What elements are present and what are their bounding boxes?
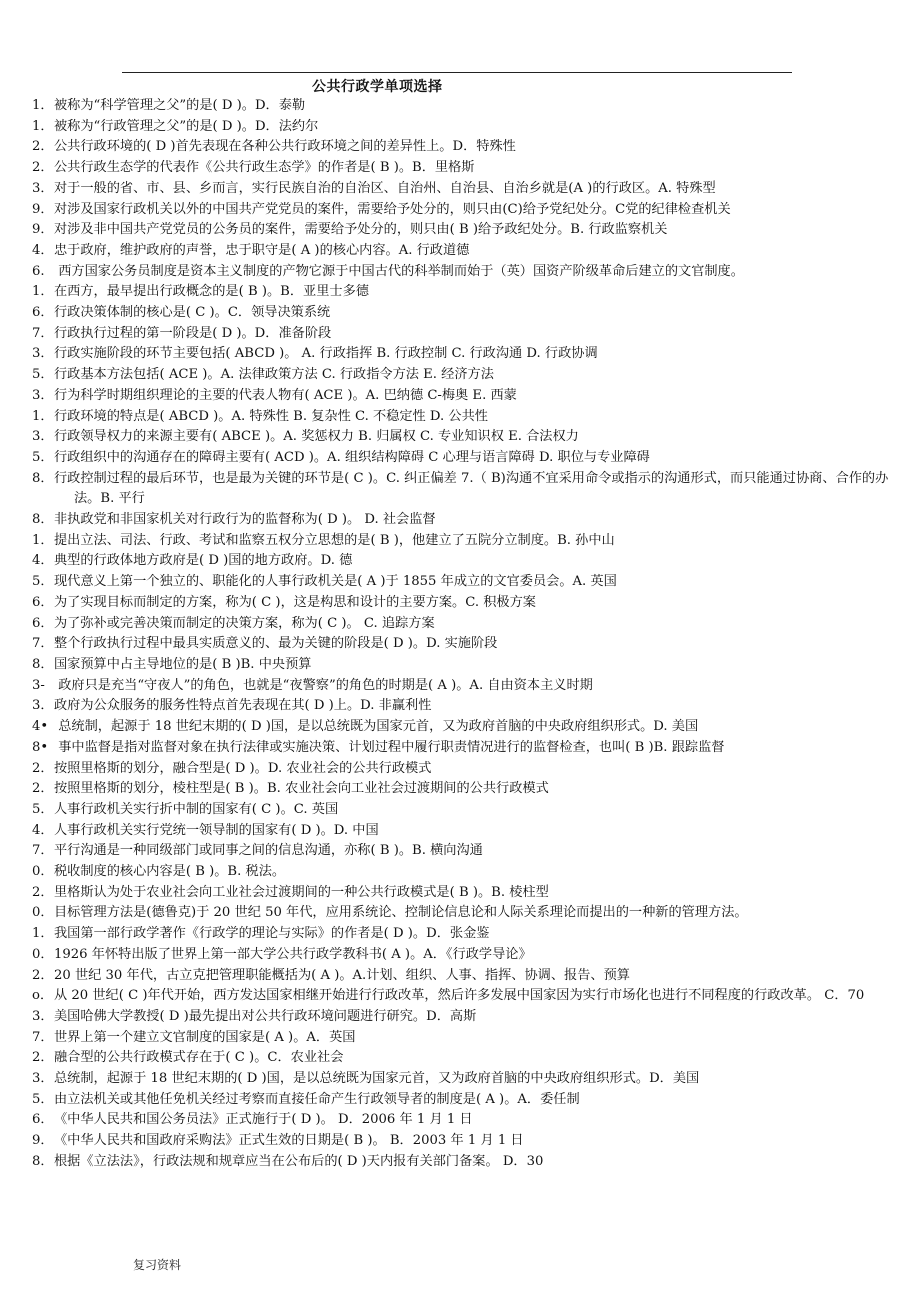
question-item [32,738,892,759]
question-text: 政府为公众服务的服务性特点首先表现在其( D )上。D. 非赢利性 [54,698,432,714]
question-text: 为了实现目标而制定的方案，称为( C )，这是构思和设计的主要方案。C. 积极方案 [54,594,536,610]
question-item [32,862,892,883]
question-number: 2． [32,160,54,176]
question-item [32,572,892,593]
question-number: 8• [32,739,49,755]
question-number: 8． [32,470,54,486]
question-number: 9． [32,1133,54,1149]
question-text: 公共行政生态学的代表作《公共行政生态学》的作者是( B )。B．里格斯 [54,160,475,176]
question-text: 美国哈佛大学教授( D )最先提出对公共行政环境问题进行研究。D．高斯 [54,1008,477,1024]
question-item [32,510,892,531]
question-number: o． [32,988,54,1004]
question-number: 0． [32,864,54,880]
question-number: 1． [32,118,54,134]
question-text: 平行沟通是一种同级部门或同事之间的信息沟通，亦称( B )。B. 横向沟通 [54,843,483,859]
question-number: 5． [32,1091,54,1107]
question-item [32,924,892,945]
question-item [32,324,892,345]
question-number: 4• [32,719,49,735]
question-item [32,117,892,138]
question-text: 对于一般的省、市、县、乡而言，实行民族自治的自治区、自治州、自治县、自治乡就是(A )的行政区。A. 特殊型 [54,180,716,196]
question-number: 2． [32,1050,54,1066]
question-text: 里格斯认为处于农业社会向工业社会过渡期间的一种公共行政模式是( B )。B. 棱柱型 [54,884,549,900]
question-number: 1． [32,532,54,548]
question-item [32,262,892,283]
question-number: 8． [32,656,54,672]
question-number: 9． [32,201,54,217]
question-item [32,158,892,179]
question-number: 3． [32,387,54,403]
top-rule [122,72,792,73]
question-item [32,220,892,241]
page-title: 公共行政学单项选择 [312,79,443,95]
question-text: 整个行政执行过程中最具实质意义的、最为关键的阶段是( D )。D. 实施阶段 [54,636,498,652]
question-number: 4． [32,822,54,838]
question-item [32,427,892,448]
question-text: 根据《立法法》，行政法规和规章应当在公布后的( D )天内报有关部门备案。 D．30 [54,1153,544,1169]
question-text: 行政领导权力的来源主要有( ABCE )。A. 奖惩权力 B. 归属权 C. 专业知识权 E. 合法权力 [54,429,579,445]
question-number: 6． [32,1112,54,1128]
question-item [32,1048,892,1069]
question-item [32,800,892,821]
question-number: 5． [32,367,54,383]
question-text: 由立法机关或其他任免机关经过考察而直接任命产生行政领导者的制度是( A )。A．委任制 [54,1091,580,1107]
question-number: 0． [32,946,54,962]
question-item [32,655,892,676]
question-number: 1． [32,284,54,300]
question-list [32,96,892,1173]
question-text: 按照里格斯的划分，融合型是( D )。D. 农业社会的公共行政模式 [54,760,432,776]
question-number: 1． [32,926,54,942]
question-text: 非执政党和非国家机关对行政行为的监督称为( D )。 D. 社会监督 [54,512,436,528]
question-text: 现代意义上第一个独立的、职能化的人事行政机关是( A )于 1855 年成立的文官委员会。A. 英国 [54,574,617,590]
question-number: 1． [32,98,54,113]
question-item [32,365,892,386]
question-number: 2． [32,781,54,797]
question-text: 行政决策体制的核心是( C )。C．领导决策系统 [54,305,331,321]
question-text: 《中华人民共和国政府采购法》正式生效的日期是( B )。 B．2003 年 1 月 1 日 [54,1133,524,1149]
question-text: 税收制度的核心内容是( B )。B. 税法。 [54,864,286,880]
question-number: 2． [32,760,54,776]
question-text: 按照里格斯的划分，棱柱型是( B )。B. 农业社会向工业社会过渡期间的公共行政模式 [54,781,549,797]
question-text: 行政实施阶段的环节主要包括( ABCD )。 A. 行政指挥 B. 行政控制 C. 行政沟通 D. 行政协调 [54,346,598,362]
question-text: 融合型的公共行政模式存在于( C )。C．农业社会 [54,1050,344,1066]
question-item [32,179,892,200]
question-number: 1． [32,408,54,424]
question-item [32,282,892,303]
question-text: 总统制，起源于 18 世纪末期的( D )国，是以总统既为国家元首，又为政府首脑的中央政府组织形式。D. 美国 [54,719,699,735]
question-text: 对涉及非中国共产党党员的公务员的案件，需要给予处分的，则只由( B )给予政纪处分。B. 行政监察机关 [54,222,668,238]
question-item [32,1007,892,1028]
question-item [32,448,892,469]
question-item [32,1090,892,1111]
question-item [32,551,892,572]
question-number: 3． [32,180,54,196]
question-number: 7． [32,843,54,859]
question-text: 提出立法、司法、行政、考试和监察五权分立思想的是( B )，他建立了五院分立制度。B. 孙中山 [54,532,615,548]
question-text: 行政组织中的沟通存在的障碍主要有( ACD )。A. 组织结构障碍 C 心理与语言障碍 D. 职位与专业障碍 [54,449,650,465]
question-text: 人事行政机关实行折中制的国家有( C )。C. 英国 [54,801,339,817]
question-text: 世界上第一个建立文官制度的国家是( A )。A．英国 [54,1029,356,1045]
question-item [32,717,892,738]
question-text: 行政基本方法包括( ACE )。A. 法律政策方法 C. 行政指令方法 E. 经济方法 [54,367,494,383]
question-number: 6． [32,594,54,610]
question-text: 从 20 世纪( C )年代开始，西方发达国家相继开始进行行政改革，然后许多发展中国家因为实行市场化也进行不同程度的行政改革。 C．70 [54,988,865,1004]
question-number: 6． [32,305,54,321]
question-number: 3． [32,1071,54,1087]
question-number: 4． [32,242,54,258]
question-item [32,303,892,324]
question-item [32,759,892,780]
question-text: 典型的行政体地方政府是( D )国的地方政府。D. 德 [54,553,353,569]
question-number: 5． [32,574,54,590]
question-item [32,1110,892,1131]
question-number: 3- [32,677,45,693]
question-number: 3． [32,698,54,714]
question-text: 西方国家公务员制度是资本主义制度的产物它源于中国古代的科举制而始于（英）国资产阶级革命后建立的文官制度。 [54,263,744,279]
question-text: 1926 年怀特出版了世界上第一部大学公共行政学教科书( A )。A．《行政学导论》 [54,946,532,962]
question-text: 被称为“科学管理之父”的是( D )。D．泰勒 [54,98,306,113]
question-number: 8． [32,1153,54,1169]
question-number: 5． [32,449,54,465]
question-number: 3． [32,346,54,362]
question-item [32,1028,892,1049]
question-item [32,1131,892,1152]
question-number: 7． [32,325,54,341]
question-text: 公共行政环境的( D )首先表现在各种公共行政环境之间的差异性上。D．特殊性 [54,139,516,155]
question-text: 目标管理方法是(德鲁克)于 20 世纪 50 年代，应用系统论、控制论信息论和人际关系理论而提出的一种新的管理方法。 [54,905,748,921]
question-number: 6． [32,615,54,631]
question-number: 3． [32,429,54,445]
question-text: 行为科学时期组织理论的主要的代表人物有( ACE )。A. 巴纳德 C-梅奥 E. 西蒙 [54,387,517,403]
question-number: 7． [32,1029,54,1045]
question-text: 为了弥补或完善决策而制定的决策方案，称为( C )。 C. 追踪方案 [54,615,435,631]
question-text: 我国第一部行政学著作《行政学的理论与实际》的作者是( D )。D．张金鉴 [54,926,490,942]
question-text: 人事行政机关实行党统一领导制的国家有( D )。D. 中国 [54,822,379,838]
question-number: 2． [32,884,54,900]
question-item [32,821,892,842]
question-item [32,966,892,987]
question-item [32,883,892,904]
question-text: 20 世纪 30 年代，古立克把管理职能概括为( A )。A.计划、组织、人事、指挥、协调、报告、预算 [54,967,630,983]
question-text: 《中华人民共和国公务员法》正式施行于( D )。 D．2006 年 1 月 1 日 [54,1112,473,1128]
question-item [32,903,892,924]
question-number: 5． [32,801,54,817]
question-text: 国家预算中占主导地位的是( B )B. 中央预算 [54,656,312,672]
question-number: 0． [32,905,54,921]
question-item [32,407,892,428]
question-item [32,137,892,158]
question-item [32,593,892,614]
question-item [32,241,892,262]
question-text: 行政环境的特点是( ABCD )。A. 特殊性 B. 复杂性 C. 不稳定性 D. 公共性 [54,408,488,424]
question-item [32,469,892,510]
question-text: 事中监督是指对监督对象在执行法律或实施决策、计划过程中履行职责情况进行的监督检查，也叫( B )B. 跟踪监督 [54,739,725,755]
question-text: 在西方，最早提出行政概念的是( B )。B．亚里士多德 [54,284,369,300]
question-item [32,945,892,966]
question-item [32,614,892,635]
question-item [32,634,892,655]
question-number: 6. [32,263,45,279]
question-item [32,841,892,862]
question-item [32,200,892,221]
question-number: 3． [32,1008,54,1024]
question-number: 9． [32,222,54,238]
question-item [32,1069,892,1090]
question-number: 8． [32,512,54,528]
question-text: 行政控制过程的最后环节，也是最为关键的环节是( C )。C. 纠正偏差 7.（ B)沟通不宜采用命令或指示的沟通形式，而只能通过协商、合作的办法。B. 平行 [54,470,889,507]
question-item [32,676,892,697]
question-item [32,386,892,407]
question-item [32,779,892,800]
question-item [32,531,892,552]
page-footer: 复习资料 [133,1258,182,1272]
question-item [32,1152,892,1173]
question-number: 4． [32,553,54,569]
question-number: 2． [32,139,54,155]
question-item [32,96,892,117]
question-item [32,344,892,365]
question-text: 政府只是充当“守夜人”的角色，也就是“夜警察”的角色的时期是( A )。A. 自由资本主义时期 [54,677,593,693]
question-item [32,696,892,717]
question-text: 行政执行过程的第一阶段是( D )。D．准备阶段 [54,325,332,341]
question-text: 总统制，起源于 18 世纪末期的( D )国，是以总统既为国家元首，又为政府首脑的中央政府组织形式。D．美国 [54,1071,700,1087]
question-text: 忠于政府，维护政府的声誉，忠于职守是( A )的核心内容。A. 行政道德 [54,242,470,258]
question-item [32,986,892,1007]
question-text: 对涉及国家行政机关以外的中国共产党党员的案件，需要给予处分的，则只由(C)给予党纪处分。C党的纪律检查机关 [54,201,731,217]
question-number: 7． [32,636,54,652]
question-text: 被称为“行政管理之父”的是( D )。D．法约尔 [54,118,319,134]
question-number: 2． [32,967,54,983]
